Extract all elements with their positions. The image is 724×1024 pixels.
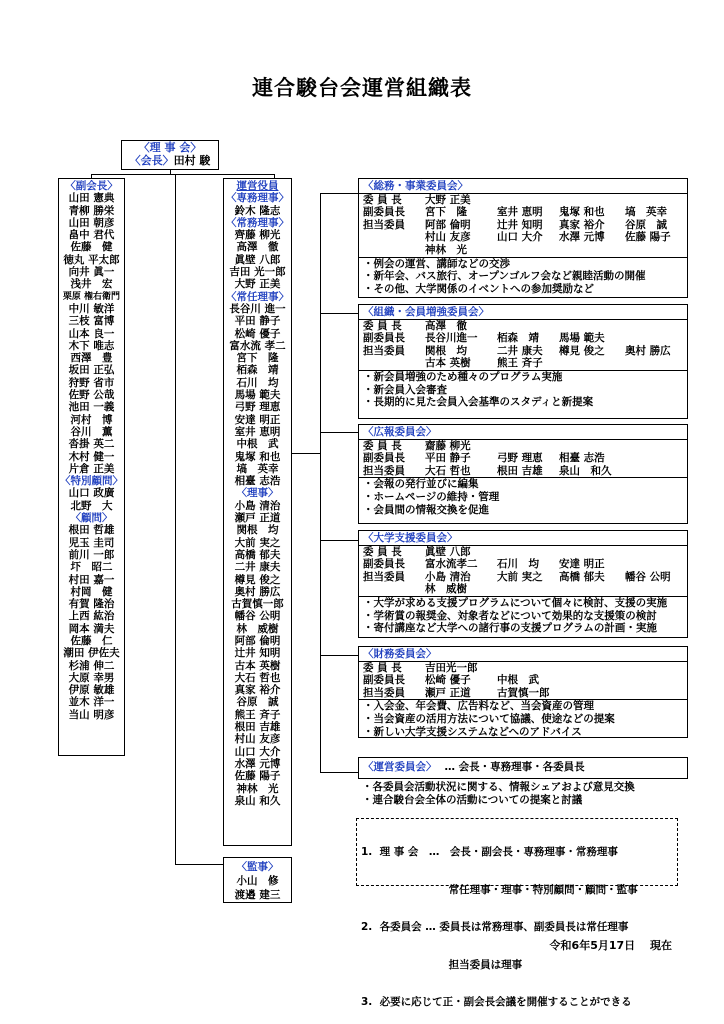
member-name: 幡谷 公明 — [625, 570, 671, 583]
member-name: 木村 健一 — [68, 450, 115, 463]
role-label: 委 員 長 — [363, 319, 402, 332]
role-label: 副委員長 — [363, 452, 405, 465]
chair-line — [122, 154, 218, 167]
committee-note: ・会員間の情報交換を促進 — [363, 503, 489, 516]
member-name: 弓野 理恵 — [497, 452, 543, 465]
member-name: 奥村 勝広 — [234, 585, 281, 598]
member-name: 関根 均 — [236, 524, 279, 537]
connector — [320, 193, 358, 194]
footnote: 2. 各委員会 … 委員長は常務理事、副委員長は常任理事 — [361, 921, 629, 933]
member-name: 石川 均 — [236, 376, 279, 389]
member-name: 高澤 徹 — [425, 319, 467, 332]
committee-member-row — [363, 194, 683, 207]
member-name: 松崎 優子 — [234, 327, 281, 340]
role-label: 副委員長 — [363, 674, 405, 687]
footnote: 3. 必要に応じて正・副会長会議を開催することができる — [361, 996, 632, 1008]
member-name: 二井 康夫 — [497, 344, 543, 357]
role-label: 担当委員 — [363, 570, 405, 583]
vice-presidents-column — [58, 178, 125, 756]
connector — [320, 313, 358, 314]
committee-member-row — [363, 231, 683, 244]
member-name: 前川 一郎 — [68, 548, 115, 561]
member-name: 阿部 倫明 — [425, 218, 471, 231]
committee-note: ・新年会、バス旅行、オープンゴルフ会など親睦活動の開催 — [363, 270, 646, 283]
committee-note: ・新しい大学支援システムなどへのアドバイス — [363, 725, 582, 738]
committee-member-row — [363, 465, 683, 478]
member-name: 安達 明正 — [559, 558, 605, 571]
member-name: 沓掛 英二 — [68, 438, 115, 451]
member-name: 浅井 宏 — [70, 278, 113, 291]
member-name: 村田 嘉一 — [68, 573, 115, 586]
committee-member-row — [363, 546, 683, 559]
member-name: 潮田 伊佐夫 — [63, 647, 120, 660]
member-name: 高澤 徹 — [236, 241, 279, 254]
member-name: 馬場 範夫 — [559, 332, 605, 345]
column-header: 栗原 権右衛門 — [62, 291, 121, 302]
role-label: 担当委員 — [363, 464, 405, 477]
member-name: 山田 朝彦 — [68, 216, 115, 229]
committee-header: 〈財務委員会〉 — [363, 648, 437, 660]
auditors-box — [223, 857, 292, 903]
member-name: 根田 吉雄 — [234, 721, 281, 734]
member-name: 瀬戸 正道 — [425, 686, 471, 699]
member-name: 圷 昭二 — [70, 561, 113, 574]
role-label: 委 員 長 — [363, 545, 402, 558]
member-name: 山本 良一 — [68, 327, 115, 340]
committee-box — [358, 304, 688, 419]
member-name: 山口 大介 — [497, 231, 543, 244]
member-name: 鈴木 隆志 — [234, 204, 281, 217]
member-name: 吉田光一郎 — [425, 661, 478, 674]
committee-note: ・その他、大学関係のイベントへの参加奨励など — [363, 282, 594, 295]
committee-member-row — [363, 571, 683, 584]
member-name: 相臺 志浩 — [234, 475, 281, 488]
member-name: 真家 裕介 — [559, 218, 605, 231]
member-name: 大原 幸男 — [68, 671, 115, 684]
committee-member-row — [363, 662, 683, 675]
member-name: 小島 清治 — [234, 499, 281, 512]
committee-member-row — [363, 206, 683, 219]
member-name: 奥村 勝広 — [625, 344, 671, 357]
committee-box — [358, 424, 688, 524]
auditors-header: 〈監事〉 — [236, 861, 279, 873]
connector — [91, 174, 275, 175]
committee-member-row — [363, 583, 683, 596]
member-name: 瀬戸 正道 — [234, 512, 281, 525]
role-label: 委 員 長 — [363, 193, 402, 206]
committee-note: ・当会資産の活用方法について協議、使途などの提案 — [363, 712, 615, 725]
member-name: 岡本 満夫 — [68, 622, 115, 635]
board-header: 〈理 事 会〉 — [138, 141, 202, 154]
member-name: 長谷川進一 — [425, 332, 478, 345]
member-name: 林 威樹 — [425, 583, 467, 596]
member-name: 青柳 勝栄 — [68, 204, 115, 217]
committee-note: ・会報の発行並びに編集 — [363, 478, 479, 491]
committee-note: ・入会金、年会費、広告料など、当会資産の管理 — [363, 700, 594, 713]
committee-member-row — [363, 687, 683, 700]
member-name: 三枝 富博 — [68, 315, 115, 328]
member-name: 中川 敏洋 — [68, 302, 115, 315]
member-name: 富水流孝二 — [425, 558, 478, 571]
committee-box — [358, 178, 688, 298]
member-name: 谷川 薫 — [70, 425, 113, 438]
auditor-name: 小山 修 — [236, 875, 279, 887]
connector — [175, 174, 176, 864]
committee-note: ・ホームページの維持・管理 — [363, 490, 500, 503]
member-name: 鬼塚 和也 — [234, 450, 281, 463]
member-name: 泉山 和久 — [559, 464, 612, 477]
member-name: 相臺 志浩 — [559, 452, 605, 465]
role-label: 副委員長 — [363, 558, 405, 571]
member-name: 辻井 知明 — [234, 647, 281, 660]
member-name: 高橋 郁夫 — [559, 570, 605, 583]
committee-member-row — [363, 674, 683, 687]
member-name: 大野 正美 — [234, 278, 281, 291]
member-name: 古本 英樹 — [234, 659, 281, 672]
connector — [320, 772, 358, 773]
connector — [291, 453, 321, 454]
committee-member-row — [363, 357, 683, 370]
member-name: 鬼塚 和也 — [559, 206, 605, 219]
role-label: 副委員長 — [363, 332, 405, 345]
member-name: 樽見 俊之 — [559, 344, 605, 357]
member-name: 杉浦 伸二 — [68, 659, 115, 672]
member-name: 関根 均 — [425, 344, 467, 357]
board-box — [121, 140, 219, 170]
officers-column — [223, 178, 292, 846]
member-name: 石川 均 — [497, 558, 539, 571]
member-name: 平田 静子 — [425, 452, 471, 465]
role-label: 委 員 長 — [363, 439, 402, 452]
steering-note: ・各委員会活動状況に関する、情報シェアおよび意見交換 — [362, 781, 635, 793]
member-name: 幡谷 公明 — [234, 610, 281, 623]
member-name: 小島 清治 — [425, 570, 471, 583]
member-name: 吉田 光一郎 — [229, 266, 286, 279]
member-name: 宮下 隆 — [236, 352, 279, 365]
member-name: 林 威樹 — [236, 622, 279, 635]
member-name: 村岡 健 — [70, 585, 113, 598]
committee-note: ・例会の運営、講師などの交渉 — [363, 257, 510, 270]
steering-header: 〈運営委員会〉 — [363, 761, 437, 773]
committee-box — [358, 530, 688, 638]
footnote: 1. 理 事 会 … 会長・副会長・専務理事・常務理事 — [361, 846, 618, 858]
committee-member-row — [363, 332, 683, 345]
member-name: 水澤 元博 — [559, 231, 605, 244]
committee-note: ・新会員増強のため種々のプログラム実施 — [363, 370, 563, 383]
member-name: 坂田 正弘 — [68, 364, 115, 377]
member-name: 根田 吉雄 — [497, 464, 543, 477]
member-name: 谷原 誠 — [236, 696, 279, 709]
committee-member-row — [363, 345, 683, 358]
member-name: 並木 洋一 — [68, 696, 115, 709]
member-name: 伊原 敏雄 — [68, 684, 115, 697]
member-name: 狩野 省市 — [68, 376, 115, 389]
member-name: 当山 明彦 — [68, 708, 115, 721]
member-name: 齊藤 柳光 — [234, 229, 281, 242]
member-name: 佐藤 陽子 — [234, 770, 281, 783]
member-name: 谷原 誠 — [625, 218, 667, 231]
steering-note: ・連合駿台会全体の活動についての提案と討議 — [362, 794, 583, 806]
member-name: 山口 政廣 — [68, 487, 115, 500]
column-header: 〈常任理事〉 — [226, 290, 289, 303]
member-name: 栢森 靖 — [497, 332, 539, 345]
date-stamp: 令和6年5月17日 現在 — [549, 939, 672, 952]
member-name: 児玉 圭司 — [68, 536, 115, 549]
member-name: 室井 恵明 — [234, 425, 281, 438]
member-name: 宮下 隆 — [425, 206, 467, 219]
page-title: 連合駿台会運営組織表 — [252, 76, 472, 100]
member-name: 畠中 君代 — [68, 229, 115, 242]
connector — [320, 193, 321, 773]
member-name: 上西 紘治 — [68, 610, 115, 623]
member-name: 阿部 倫明 — [234, 634, 281, 647]
committee-member-row — [363, 452, 683, 465]
member-name: 佐藤 陽子 — [625, 231, 671, 244]
column-header: 〈常務理事〉 — [226, 216, 289, 229]
committee-header: 〈広報委員会〉 — [363, 426, 437, 438]
member-name: 大野 正美 — [425, 193, 471, 206]
member-name: 弓野 理恵 — [234, 401, 281, 414]
member-name: 富水流 孝二 — [229, 339, 286, 352]
member-name: 片倉 正美 — [68, 462, 115, 475]
member-name: 真家 裕介 — [234, 684, 281, 697]
member-name: 齋藤 柳光 — [425, 439, 471, 452]
column-header: 〈特別顧問〉 — [60, 475, 123, 488]
member-name: 樽見 俊之 — [234, 573, 281, 586]
member-name: 佐藤 仁 — [70, 634, 113, 647]
member-name: 馬場 範夫 — [234, 389, 281, 402]
member-name: 古賀慎一郎 — [497, 686, 550, 699]
committee-header: 〈大学支援委員会〉 — [363, 532, 458, 544]
member-name: 西澤 豊 — [70, 352, 113, 365]
member-name: 村山 友彦 — [234, 733, 281, 746]
connector — [320, 432, 358, 433]
committee-member-row — [363, 219, 683, 232]
role-label: 委 員 長 — [363, 661, 402, 674]
member-name: 長谷川 進一 — [229, 302, 286, 315]
member-name: 水澤 元博 — [234, 757, 281, 770]
member-name: 塙 英幸 — [625, 206, 667, 219]
committee-box — [358, 646, 688, 738]
member-name: 泉山 和久 — [234, 794, 281, 807]
member-name: 村山 友彦 — [425, 231, 471, 244]
member-name: 二井 康夫 — [234, 561, 281, 574]
committee-note: ・長期的に見た会員入会基準のスタディと新提案 — [363, 396, 594, 409]
committee-member-row — [363, 244, 683, 257]
footnote: 担当委員は理事 — [361, 958, 523, 971]
member-name: 河村 博 — [70, 413, 113, 426]
committee-member-row — [363, 440, 683, 453]
role-label: 担当委員 — [363, 218, 405, 231]
role-label: 担当委員 — [363, 344, 405, 357]
member-name: 山口 大介 — [234, 745, 281, 758]
member-name: 北野 大 — [70, 499, 113, 512]
chair-label: 〈会長〉 — [129, 154, 174, 167]
column-header: 〈顧問〉 — [70, 512, 113, 525]
committee-member-row — [363, 320, 683, 333]
member-name: 神林 光 — [425, 243, 467, 256]
member-name: 松崎 優子 — [425, 674, 471, 687]
member-name: 中根 武 — [497, 674, 539, 687]
chair-name: 田村 駿 — [173, 154, 211, 167]
committee-note: ・新会員入会審査 — [363, 383, 447, 396]
member-name: 大前 実之 — [497, 570, 543, 583]
member-name: 眞壁 八郎 — [234, 253, 281, 266]
member-name: 池田 一義 — [68, 401, 115, 414]
footnote: 常任理事・理事・特別顧問・顧問・監事 — [361, 883, 638, 896]
steering-desc: … 会長・専務理事・各委員長 — [444, 761, 585, 773]
column-header: 運営役員 — [236, 180, 279, 192]
member-name: 高橋 郁夫 — [234, 548, 281, 561]
column-header: 〈副会長〉 — [65, 180, 118, 192]
column-header: 〈理事〉 — [236, 487, 279, 500]
member-name: 大前 実之 — [234, 536, 281, 549]
auditor-name: 渡邉 建三 — [234, 889, 281, 901]
member-name: 木下 唯志 — [68, 339, 115, 352]
member-name: 山田 憲典 — [68, 192, 115, 205]
steering-notes — [362, 781, 635, 807]
member-name: 平田 静子 — [234, 315, 281, 328]
connector — [175, 864, 223, 865]
committee-member-row — [363, 558, 683, 571]
member-name: 眞壁 八郎 — [425, 545, 471, 558]
member-name: 向井 眞一 — [68, 266, 115, 279]
member-name: 熊王 斉子 — [234, 708, 281, 721]
role-label: 担当委員 — [363, 686, 405, 699]
steering-committee-box — [358, 757, 688, 779]
connector — [320, 655, 358, 656]
member-name: 塙 英幸 — [236, 462, 279, 475]
member-name: 根田 哲雄 — [68, 524, 115, 537]
member-name: 徳丸 平太郎 — [63, 253, 120, 266]
member-name: 有賀 隆治 — [68, 598, 115, 611]
member-name: 大石 哲也 — [234, 671, 281, 684]
committee-header: 〈組織・会員増強委員会〉 — [363, 306, 489, 318]
member-name: 辻井 知明 — [497, 218, 543, 231]
committee-note: ・寄付講座など大学への諸行事の支援プログラムの計画・実施 — [363, 622, 657, 635]
member-name: 室井 恵明 — [497, 206, 543, 219]
member-name: 佐藤 健 — [70, 241, 113, 254]
member-name: 大石 哲也 — [425, 464, 471, 477]
member-name: 古賀慎一郎 — [231, 598, 284, 611]
connector — [320, 540, 358, 541]
committee-note: ・学術賞の報奨金、対象者などについて効果的な支援策の検討 — [363, 609, 657, 622]
column-header: 〈専務理事〉 — [226, 192, 289, 205]
member-name: 栢森 靖 — [236, 364, 279, 377]
committee-note: ・大学が求める支援プログラムについて個々に検討、支援の実施 — [363, 596, 668, 609]
member-name: 佐野 公哉 — [68, 389, 115, 402]
role-label: 副委員長 — [363, 206, 405, 219]
member-name: 中根 武 — [236, 438, 279, 451]
committee-header: 〈総務・事業委員会〉 — [363, 180, 468, 192]
member-name: 神林 光 — [236, 782, 279, 795]
member-name: 安達 明正 — [234, 413, 281, 426]
member-name: 熊王 斉子 — [497, 357, 543, 370]
member-name: 古本 英樹 — [425, 357, 471, 370]
